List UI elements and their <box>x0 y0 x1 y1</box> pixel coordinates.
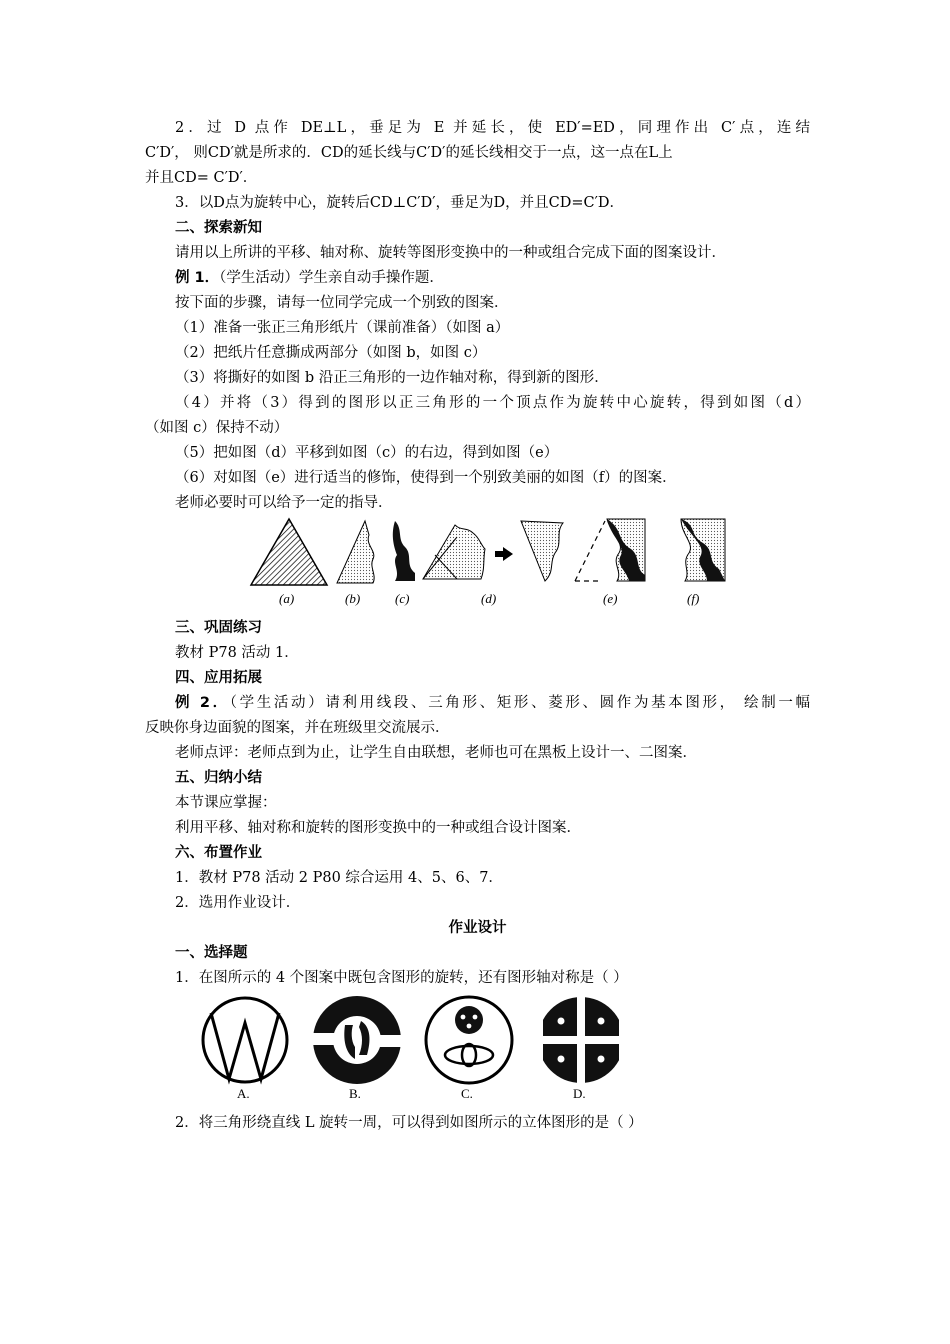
caption-e: (e) <box>603 591 618 606</box>
step-line: （2）把纸片任意撕成两部分（如图 b，如图 c） <box>175 345 487 361</box>
text-line: 按下面的步骤，请每一位同学完成一个别致的图案． <box>175 295 509 311</box>
figure-d2-piece <box>521 521 563 581</box>
question-line: 1．在图所示的 4 个图案中既包含图形的旋转，还有图形轴对称是（ ） <box>175 970 628 986</box>
section-heading: 五、归纳小结 <box>175 770 262 786</box>
option-a-figure <box>203 998 287 1082</box>
text-line: 反映你身边面貌的图案，并在班级里交流展示． <box>145 720 450 736</box>
caption-b: (b) <box>345 591 361 606</box>
text-line: 本节课应掌握： <box>175 795 277 811</box>
section-heading: 二、探索新知 <box>175 220 262 236</box>
step-line: （5）把如图（d）平移到如图（c）的右边，得到如图（e） <box>175 445 559 461</box>
example-line <box>175 693 810 713</box>
section-heading: 三、巩固练习 <box>175 620 262 636</box>
homework-title: 作业设计 <box>448 920 507 936</box>
text-line: 2．过 D 点作 DE⊥L，垂足为 E 并延长，使 ED′=ED，同理作出 C′点，连结 <box>175 120 810 136</box>
caption-c: (c) <box>395 591 410 606</box>
text-line: 老师点评：老师点到为止，让学生自由联想，老师也可在黑板上设计一、二图案． <box>175 745 697 761</box>
text-line: 1．教材 P78 活动 2 P80 综合运用 4、5、6、7． <box>175 870 503 886</box>
caption-d: (d) <box>481 591 497 606</box>
step-line: （1）准备一张正三角形纸片（课前准备）（如图 a） <box>175 320 510 336</box>
caption-a: (a) <box>279 591 295 606</box>
example-text: （学生活动）请利用线段、三角形、矩形、菱形、圆作为基本图形， 绘制一幅 <box>229 695 810 711</box>
figure-b-piece <box>337 521 374 583</box>
text-line: 利用平移、轴对称和旋转的图形变换中的一种或组合设计图案． <box>175 820 581 836</box>
example-label: 例 1． <box>175 270 220 286</box>
text-line: 2．选用作业设计． <box>175 895 301 911</box>
text-line: 老师必要时可以给予一定的指导． <box>175 495 393 511</box>
caption-option-a: A. <box>237 1086 250 1101</box>
step-line: （6）对如图（e）进行适当的修饰，使得到一个别致美丽的如图（f）的图案． <box>175 470 677 486</box>
section-heading: 四、应用拓展 <box>175 670 262 686</box>
text-line: C′D′， 则CD′就是所求的．CD的延长线与C′D′的延长线相交于一点，这一点在L上 <box>145 145 673 161</box>
paper-figure-steps <box>245 515 735 610</box>
step-line: （3）将撕好的如图 b 沿正三角形的一边作轴对称，得到新的图形． <box>175 370 609 386</box>
step-line: （如图 c）保持不动） <box>145 420 289 436</box>
choice-figures <box>195 995 635 1105</box>
section-heading: 一、选择题 <box>175 945 248 961</box>
caption-option-d: D. <box>573 1086 586 1101</box>
step-line: （4）并将（3）得到的图形以正三角形的一个顶点作为旋转中心旋转，得到如图（d） <box>175 395 810 411</box>
option-d-figure <box>535 995 627 1085</box>
caption-option-b: B. <box>349 1086 361 1101</box>
figure-a-triangle <box>251 519 327 585</box>
text-line: 请用以上所讲的平移、轴对称、旋转等图形变换中的一种或组合完成下面的图案设计． <box>175 245 726 261</box>
example-line <box>175 268 810 288</box>
question-line: 2．将三角形绕直线 L 旋转一周，可以得到如图所示的立体图形的是（ ） <box>175 1115 643 1131</box>
text-line: 3．以D点为旋转中心，旋转后CD⊥C′D′，垂足为D，并且CD=C′D． <box>175 195 625 211</box>
option-b-figure <box>313 996 401 1084</box>
example-label: 例 2． <box>175 695 230 711</box>
figure-c-piece <box>393 521 415 581</box>
caption-f: (f) <box>687 591 700 606</box>
caption-option-c: C. <box>461 1086 473 1101</box>
section-heading: 六、布置作业 <box>175 845 262 861</box>
option-c-figure <box>426 997 512 1083</box>
text-line: 并且CD= C′D′． <box>145 170 258 186</box>
figure-d-piece <box>423 525 485 579</box>
example-text: （学生活动）学生亲自动手操作题． <box>219 270 444 286</box>
text-line: 教材 P78 活动 1． <box>175 645 299 661</box>
